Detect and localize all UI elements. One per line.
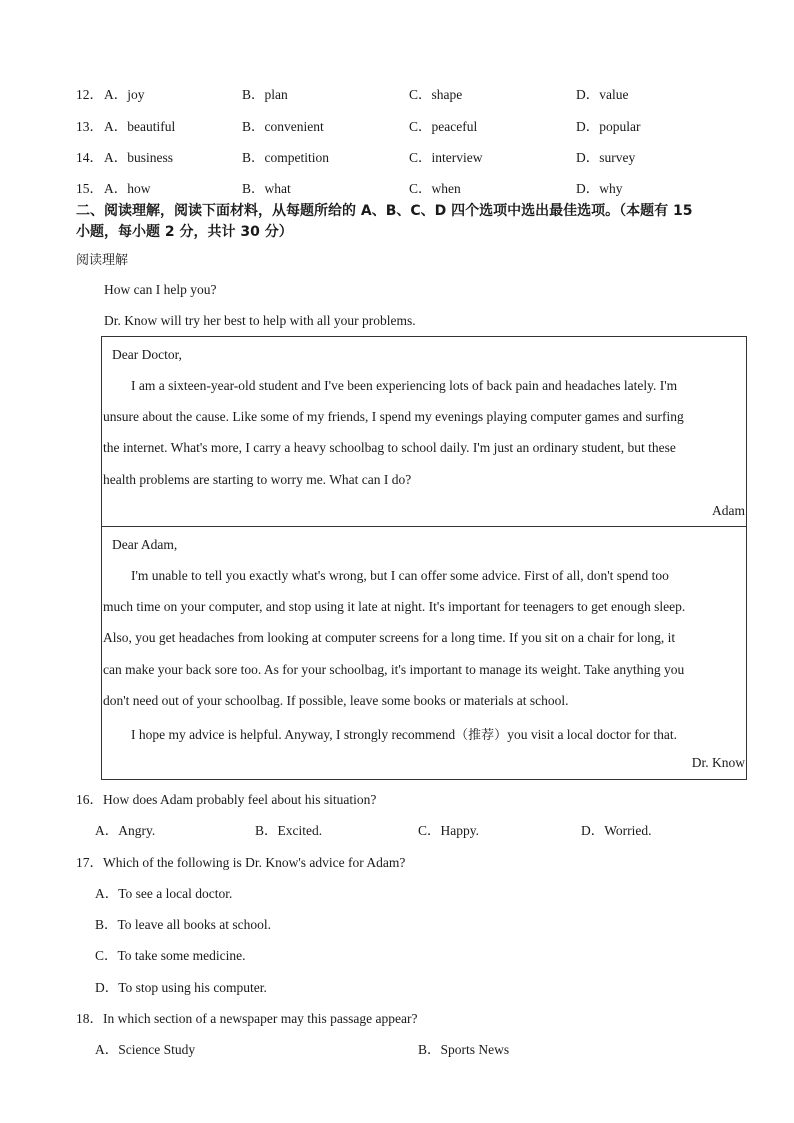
option-c: C．shape (409, 87, 463, 102)
letter-line: much time on your computer, and stop using it late at night. It's important for teenagers to get enough sleep. (103, 599, 686, 614)
question-17-option-d: D．To stop using his computer. (95, 980, 267, 995)
option-a: A．how (104, 181, 151, 196)
letter-greeting: Dear Adam, (112, 537, 178, 552)
question-number: 12． (76, 87, 103, 102)
letter-line: don't need out of your schoolbag. If possible, leave some books or materials at school. (103, 693, 569, 708)
option-a: A．beautiful (104, 119, 176, 134)
letter-signature: Adam (712, 503, 745, 518)
option-a: A．joy (104, 87, 145, 102)
question-number: 13． (76, 119, 103, 134)
intro-line-1: How can I help you? (104, 282, 217, 297)
letter-line: unsure about the cause. Like some of my friends, I spend my evenings playing computer games and surfing (103, 409, 684, 424)
option-d: D．popular (576, 119, 641, 134)
letter-line: can make your back sore too. As for your schoolbag, it's important to manage its weight. Take anything you (103, 662, 685, 677)
section-heading-line1: 二、阅读理解，阅读下面材料，从每题所给的 A、B、C、D 四个选项中选出最佳选项。（本题有 15 (76, 203, 693, 219)
question-18-stem: 18．In which section of a newspaper may this passage appear? (76, 1011, 418, 1026)
closing-text: I hope my advice is helpful. Anyway, I strongly recommend (131, 727, 456, 742)
letter-line: health problems are starting to worry me. What can I do? (103, 472, 412, 487)
letter-line: Also, you get headaches from looking at computer screens for a long time. If you sit on a chair for long, it (103, 630, 676, 645)
section-heading (76, 201, 756, 243)
intro-line-2: Dr. Know will try her best to help with all your problems. (104, 313, 416, 328)
section-subtitle: 阅读理解 (76, 253, 129, 268)
options-q14 (0, 146, 794, 166)
options-q15 (0, 177, 794, 197)
question-16-stem: 16．How does Adam probably feel about his situation? (76, 792, 377, 807)
option-c: C．Happy. (418, 823, 479, 838)
question-17-stem: 17．Which of the following is Dr. Know's advice for Adam? (76, 855, 406, 870)
question-17-option-a: A．To see a local doctor. (95, 886, 233, 901)
letter-box-dr-know (101, 526, 747, 780)
question-number: 15． (76, 181, 103, 196)
option-a: A．Angry. (95, 823, 156, 838)
letter-signature: Dr. Know (691, 755, 745, 770)
option-b: B．plan (242, 87, 288, 102)
letter-box-adam (101, 336, 747, 527)
option-d: D．survey (576, 150, 636, 165)
letter-line: the internet. What's more, I carry a heavy schoolbag to school daily. I'm just an ordinary student, but these (103, 440, 676, 455)
section-heading-line2: 小题，每小题 2 分，共计 30 分） (76, 224, 293, 240)
option-b: B．Sports News (418, 1042, 510, 1057)
option-d: D．Worried. (581, 823, 652, 838)
question-17-option-b: B．To leave all books at school. (95, 917, 272, 932)
options-q12 (0, 83, 794, 103)
option-a: A．Science Study (95, 1042, 196, 1057)
letter-greeting: Dear Doctor, (112, 347, 182, 362)
option-b: B．Excited. (255, 823, 323, 838)
option-b: B．what (242, 181, 291, 196)
option-d: D．why (576, 181, 623, 196)
question-17-option-c: C．To take some medicine. (95, 948, 246, 963)
closing-text-end: you visit a local doctor for that. (507, 727, 678, 742)
option-c: C．when (409, 181, 461, 196)
option-c: C．interview (409, 150, 483, 165)
question-18-options (0, 1038, 794, 1058)
option-b: B．competition (242, 150, 329, 165)
closing-chinese-gloss: （推荐） (455, 728, 508, 743)
option-b: B．convenient (242, 119, 324, 134)
letter-line: I am a sixteen-year-old student and I've been experiencing lots of back pain and headaches lately. I'm (131, 378, 678, 393)
question-number: 14． (76, 150, 103, 165)
question-16-options (0, 819, 794, 839)
options-q13 (0, 115, 794, 135)
letter-line: I'm unable to tell you exactly what's wrong, but I can offer some advice. First of all, don't spend too (131, 568, 669, 583)
option-c: C．peaceful (409, 119, 478, 134)
letter-closing (131, 724, 677, 743)
option-a: A．business (104, 150, 174, 165)
option-d: D．value (576, 87, 629, 102)
